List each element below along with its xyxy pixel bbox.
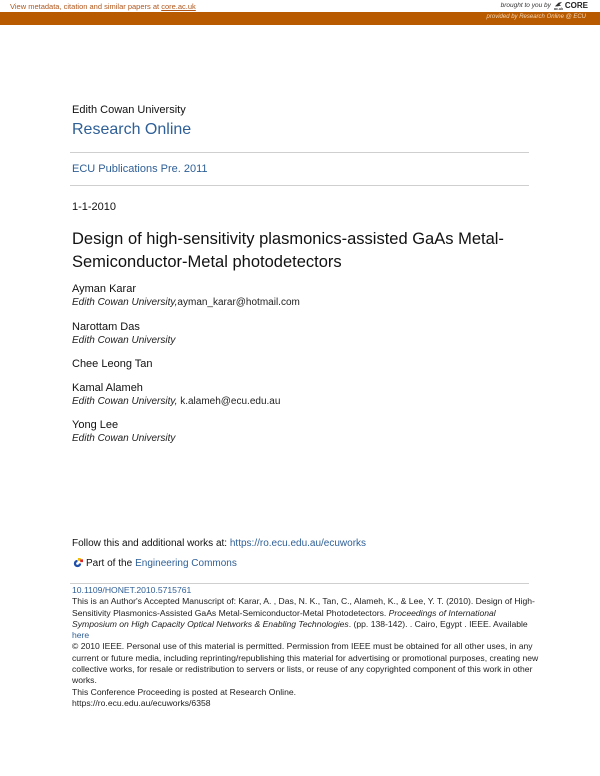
core-bird-icon xyxy=(554,1,563,10)
publication-date: 1-1-2010 xyxy=(72,201,117,213)
repository-name[interactable]: Research Online xyxy=(72,121,192,138)
author-entry xyxy=(72,381,280,409)
author-affiliation: Edith Cowan University,ayman_karar@hotmail.com xyxy=(72,297,300,308)
core-link[interactable]: core.ac.uk xyxy=(161,2,196,11)
provided-by-text: provided by Research Online @ ECU xyxy=(486,14,586,20)
author-entry xyxy=(72,357,153,371)
author-name: Yong Lee xyxy=(72,419,119,431)
author-email: k.alameh@ecu.edu.au xyxy=(180,396,281,407)
citation-intro: This is an Author's Accepted Manuscript of: Karar, A. , Das, N. K., Tan, C., Alameh, K., & Lee, Y. T. (2010). Design of High-Sensitivity Plasmonics-Assisted GaAs Metal-Semiconductor-Metal Photodetectors. xyxy=(72,596,535,618)
divider xyxy=(70,152,529,153)
author-email: ayman_karar@hotmail.com xyxy=(177,297,300,308)
brought-text: brought to you by xyxy=(500,2,551,9)
author-affiliation: Edith Cowan University xyxy=(72,433,176,444)
copyright-notice: © 2010 IEEE. Personal use of this material is permitted. Permission from IEEE must be obtained for all other uses, in any current or future media, including reprinting/republishing this material for advertising or promotional purposes, creating new collective works, for resale or redistribution to servers or lists, or reuse of any copyrighted component of this work in other works. xyxy=(72,641,539,686)
doi-link[interactable]: 10.1109/HONET.2010.5715761 xyxy=(72,585,192,595)
follow-works xyxy=(72,538,366,549)
part-of-text: Part of the xyxy=(86,558,133,569)
ecuworks-link[interactable]: https://ro.ecu.edu.au/ecuworks xyxy=(229,538,367,549)
divider xyxy=(70,185,529,186)
affiliation-text: Edith Cowan University xyxy=(72,297,175,308)
digital-commons-icon xyxy=(72,558,83,569)
author-name: Narottam Das xyxy=(72,321,140,333)
svg-text:ac.uk: ac.uk xyxy=(553,7,563,10)
divider xyxy=(70,583,529,584)
author-name: Chee Leong Tan xyxy=(72,358,153,370)
core-logo[interactable] xyxy=(554,1,588,10)
part-of-commons xyxy=(72,558,237,569)
paper-title: Design of high-sensitivity plasmonics-assisted GaAs Metal-Semiconductor-Metal photodetectors xyxy=(72,230,504,271)
metadata-text: View metadata, citation and similar papers at xyxy=(10,2,162,11)
here-link[interactable]: here xyxy=(72,630,90,641)
author-entry xyxy=(72,320,175,348)
engineering-commons-link[interactable]: Engineering Commons xyxy=(135,558,237,569)
proceedings-title: Proceedings of International Symposium on High Capacity Optical Networks & Enabling Technologies xyxy=(72,607,496,629)
author-affiliation: Edith Cowan University xyxy=(72,335,176,346)
author-entry xyxy=(72,418,175,446)
affiliation-text: Edith Cowan University xyxy=(72,396,175,407)
item-url: https://ro.ecu.edu.au/ecuworks/6358 xyxy=(72,697,211,708)
author-name: Ayman Karar xyxy=(72,283,136,295)
core-label: CORE xyxy=(564,1,588,10)
brought-to-you-by xyxy=(501,1,588,10)
citation-text xyxy=(72,596,542,641)
core-metadata-notice xyxy=(10,2,196,11)
author-affiliation: Edith Cowan University, k.alameh@ecu.edu.au xyxy=(72,396,281,407)
posted-notice: This Conference Proceeding is posted at Research Online. xyxy=(72,686,297,697)
series-link[interactable]: ECU Publications Pre. 2011 xyxy=(72,163,208,175)
citation-pages: . (pp. 138-142). . Cairo, Egypt . IEEE. Available xyxy=(348,618,528,629)
follow-text: Follow this and additional works at: xyxy=(72,538,230,549)
institution-name: Edith Cowan University xyxy=(72,104,186,116)
author-entry xyxy=(72,282,300,310)
author-name: Kamal Alameh xyxy=(72,382,143,394)
citation-block xyxy=(72,585,542,709)
